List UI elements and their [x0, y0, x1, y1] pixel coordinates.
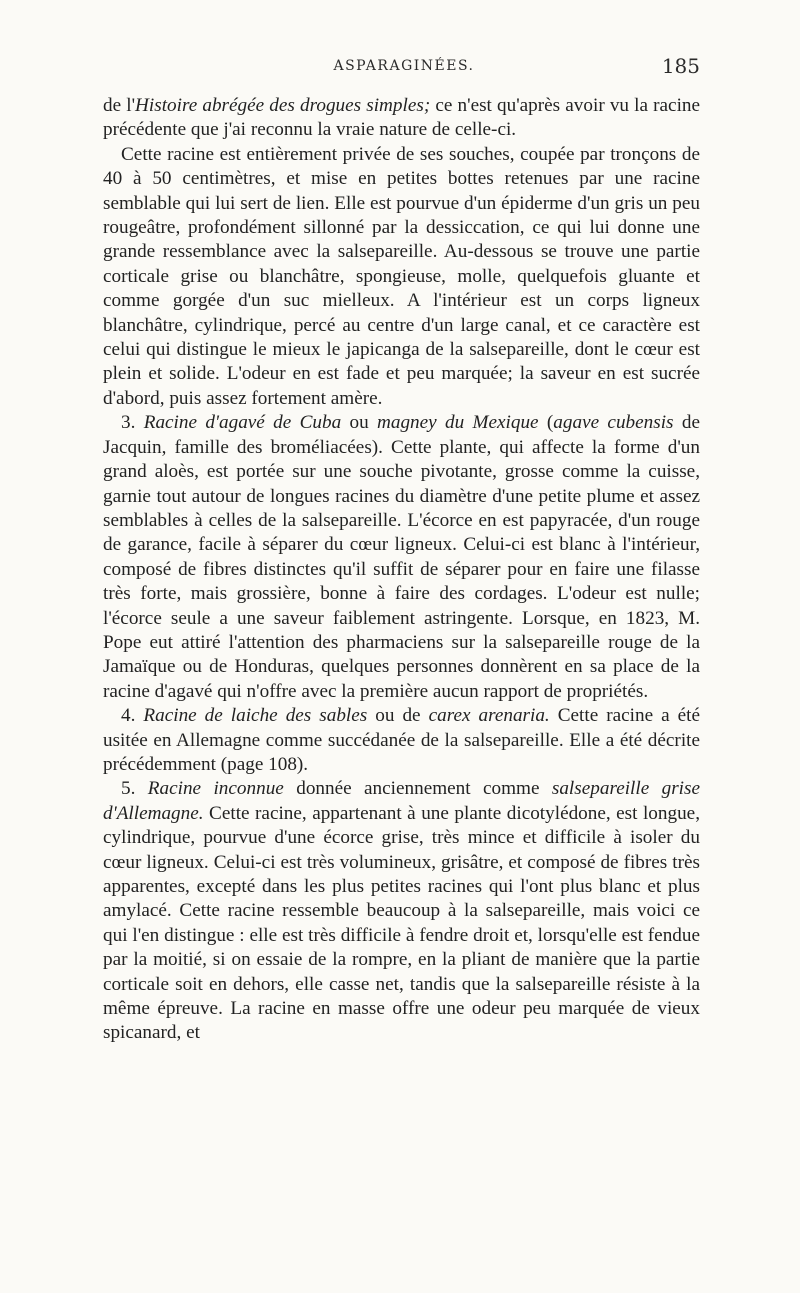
paragraph-carex: [103, 704, 700, 777]
item-title-alt: salsepareille grise d'Allemagne.: [103, 778, 700, 824]
paragraph-agave: [103, 411, 700, 704]
paragraph-japicanga: Cette racine est entièrement privée de ses souches, coupée par tronçons de 40 à 50 centimètres, et mise en petites bottes retenues par une racine semblable qui lui sert de lien. Elle est pourvue d'un épiderme d'un gris un peu rougeâtre, profondément sillonné par la dessiccation, ce qui lui donne une grande ressemblance avec la salsepareille. Au-dessous se trouve une partie corticale grise ou blanchâtre, spongieuse, molle, quelquefois gluante et comme gorgée d'un suc mielleux. A l'intérieur est un corps ligneux blanchâtre, cylindrique, percé au centre d'un large canal, et ce caractère est celui qui distingue le mieux le japicanga de la salsepareille, dont le cœur est plein et solide. L'odeur en est fade et peu marquée; la saveur en est sucrée d'abord, puis assez fortement amère.: [103, 143, 700, 409]
item-title-alt: magney du Mexique: [377, 412, 539, 434]
text-run: donnée anciennement comme: [283, 778, 552, 800]
item-title: Racine inconnue: [147, 778, 284, 800]
text-run: de Jacquin, famille des broméliacées). Cette plante, qui affecte la forme d'un grand aloès, est portée sur une souche pivotante, grosse comme la cuisse, garnie tout autour de longues racines du diamètre d'une petite plume et assez semblables à celles de la salsepareille. L'écorce en est papyracée, d'un rouge de garance, facile à séparer du cœur ligneux. Celui-ci est blanc à l'intérieur, composé de fibres distinctes qu'il suffit de séparer pour en faire une filasse très forte, mais grossière, bonne à faire des cordages. L'odeur est nulle; l'écorce seule a une saveur faiblement astringente. Lorsque, en 1823, M. Pope eut attiré l'attention des pharmaciens sur la salsepareille rouge de la Jamaïque ou de Honduras, quelques personnes donnèrent en sa place de la racine d'agavé qui n'offre avec la première aucun rapport de propriétés.: [103, 412, 700, 702]
item-number: 3.: [121, 412, 144, 434]
paragraph-continuation: [103, 94, 700, 143]
latin-name: carex arenaria.: [428, 705, 550, 727]
item-title: Racine de laiche des sables: [143, 705, 368, 727]
item-title: Racine d'agavé de Cuba: [143, 412, 342, 434]
text-run: Cette racine, appartenant à une plante dicotylédone, est longue, cylindrique, pourvue d'une écorce grise, très mince et difficile à isoler du cœur ligneux. Celui-ci est très volumineux, grisâtre, et composé de fibres très apparentes, excepté dans les plus petites racines qui l'ont plus blanc et plus amylacé. Cette racine ressemble beaucoup à la salsepareille, mais voici ce qui l'en distingue : elle est très difficile à fendre droit et, lorsqu'elle est fendue par la moitié, si on essaie de la rompre, en la pliant de manière que la partie corticale soit en dehors, elle casse net, tandis que la salsepareille résiste à la même épreuve. La racine en masse offre une odeur peu marquée de vieux spicanard, et: [103, 802, 700, 1044]
page-header: [108, 54, 700, 88]
book-title: Histoire abrégée des drogues simples;: [135, 95, 431, 116]
text-run: ou de: [367, 705, 429, 727]
page-number: 185: [661, 54, 700, 78]
text-run: (: [538, 412, 554, 434]
text-run: ce n'est qu'après avoir vu la racine précédente que j'ai reconnu la vraie nature de celle-ci.: [103, 95, 701, 141]
paragraph-unknown-root: [103, 777, 700, 1045]
item-number: 5.: [121, 778, 148, 800]
page-body: [103, 94, 700, 1046]
text-run: ou: [341, 412, 378, 434]
text-run: Cette racine a été usitée en Allemagne comme succédanée de la salsepareille. Elle a été décrite précédemment (page 108).: [103, 705, 700, 775]
item-number: 4.: [121, 705, 144, 727]
text-run: de l': [103, 95, 136, 116]
latin-name: agave cubensis: [553, 412, 674, 434]
running-head: ASPARAGINÉES.: [333, 58, 475, 74]
